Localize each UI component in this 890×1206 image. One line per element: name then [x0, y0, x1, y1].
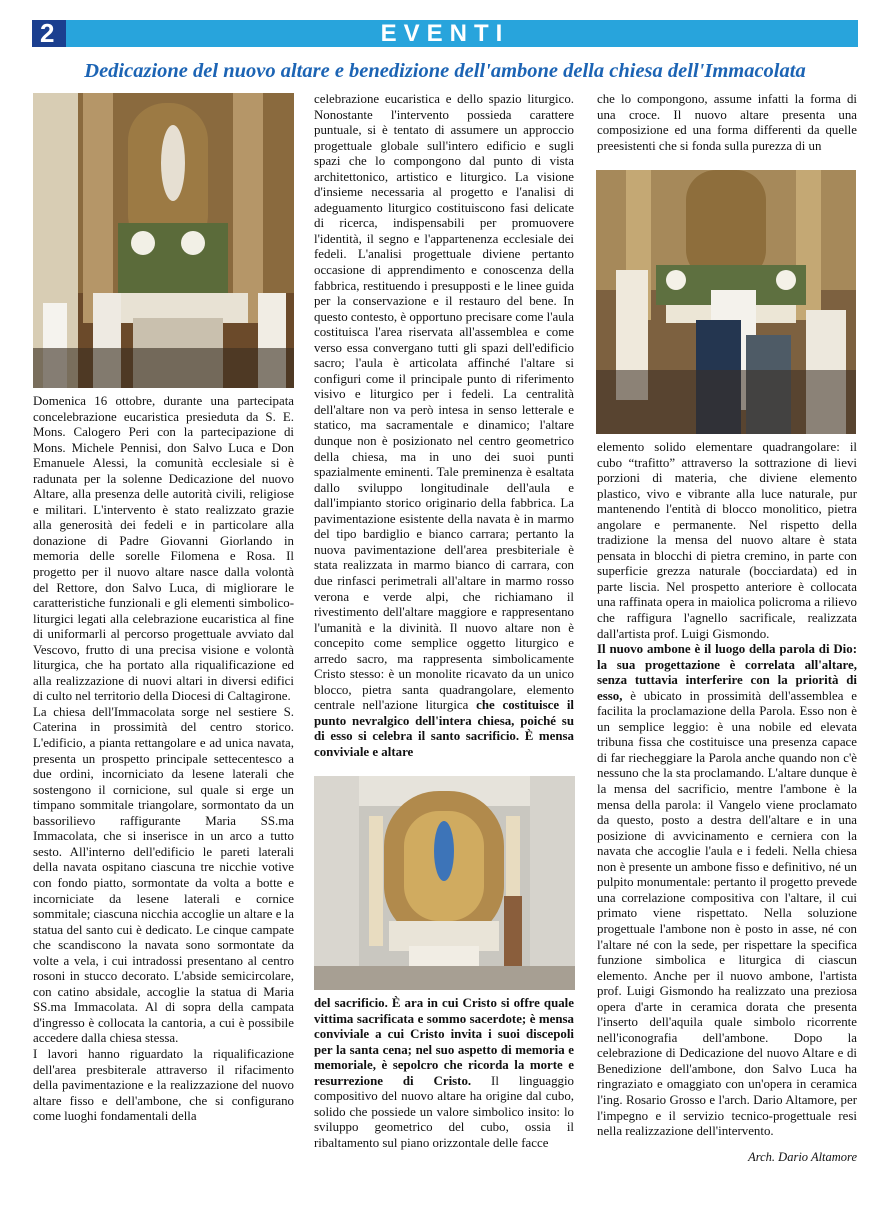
col2-text: celebrazione eucaristica e dello spazio liturgico. Nonostante l'intervento possieda carattere puntuale, si è tentato di assumere un approccio progettuale globale sull'intero edificio e sugli spazi che lo compongono dal punto di vista architettonico, artistico e liturgico. La visione d'insieme necessaria al progetto e l'analisi di adeguamento liturgico costituiscono fasi delicate di ricerca, indispensabili per promuovere l'identità, il segno e l'appartenenza ecclesiale dei fedeli. L'analisi progettuale diviene pertanto occasione di apprendimento e conoscenza della fabbrica, restituendo i presupposti e le linee guida per la conservazione e il restauro del bene. In questo contesto, è opportuno precisare come l'aula costituisca l'area riservata all'assemblea e come verso essa convergano tutti gli spazi dell'edificio sacro; l'aula è articolata affinché l'altare si configuri come il principale punto di riferimento visivo e liturgico per i fedeli. La centralità dell'altare non va però intesa in senso letterale e statico, ma sacramentale e dinamico; l'altare dunque non è posizionato nel centro geometrico della chiesa, ma in uno dei suoi punti spazialmente eminenti. Tale preminenza è esaltata dallo sviluppo longitudinale dell'aula e dall'impianto storico originario della fabbrica. La pavimentazione esistente della navata è in marmo del tipo bardiglio e bianco carrara; pertanto la nuova pavimentazione dell'area presbiteriale è stata realizzata in marmo bianco di carrara, con due rinfasci perimetrali all'altare in marmo rosso verona e verde alpi, che richiamano il rivestimento dell'altare maggiore e rappresentano l'umanità e la divinità. Il nuovo altare non è concepito come semplice oggetto liturgico e arredo sacro, ma rappresenta simbolicamente Cristo stesso: è un monolite ricavato da un unico blocco, pietra santa quadrangolare, elemento centrale nell'azione liturgica: [314, 92, 574, 713]
col2-bold-text: che costituisce il punto nevralgico dell'intera chiesa, poiché su di esso si celebra il santo sacrificio. È mensa conviviale e altare: [314, 698, 575, 759]
col3-top-text: che lo compongono, assume infatti la forma di una croce. Il nuovo altare presenta una composizione ed una forma differenti da quelle preesistenti che si fonda sulla purezza di un: [597, 92, 857, 153]
col3-text: è ubicato in prossimità dell'assemblea e facilita la proclamazione della Parola. Esso non è un semplice leggio: è una nobile ed elevata tribuna fissa che costituisce una presenza capace di far riecheggiare la Parola anche quando non c'è nessuno che la sta proclamando. L'altare dunque è la mensa del sacrificio, mentre l'ambone è la mensa della parola: il Vangelo viene proclamato da questo, posto a destra dell'altare e in una posizione di avvicinamento e cerniera con la navata che accoglie l'aula e i fedeli. Nella chiesa non è presente un ambone fisso e definitivo, né un pulpito monumentale: pertanto il progetto prevede una correlazione compositiva con l'altare, il cui primato viene rispettato. Nella soluzione progettuale l'ambone non è posto in asse, né con l'altare né con la sede, per rispettare la specifica funzione simbolica e liturgica di ciascun elemento. Anche per il nuovo ambone, l'artista prof. Luigi Gismondo ha realizzato una preziosa opera d'arte in ceramica dorata che presenta l'inserto dell'aquila quale simbolo ricorrente nell'iconografia dell'ambone. Dopo la celebrazione di Dedicazione del nuovo Altare e di Benedizione dell'ambone, don Salvo Luca ha ringraziato e omaggiato con un'opera in ceramica l'ing. Rosario Grosso e l'arch. Dario Altamore, per l'impegno e il servizio tecnico-progettuale resi nella realizzazione dell'intervento.: [597, 688, 857, 1139]
column-3: [597, 92, 857, 154]
col3-paragraph-1: elemento solido elementare quadrangolare: il cubo “trafitto” attraverso la sottrazione di lievi porzioni di materia, che diviene elemento plastico, vivo e vibrante alla luce naturale, pur mantenendo l'entità di blocco monolitico, pietra angolare e permanente. Nel rispetto della tradizione la mensa del nuovo altare è stata pensata in blocchi di pietra cremino, in parte con superficie grezza naturale (bocciardata) ed in parte liscia. Nel prospetto anteriore è collocata una raffinata opera in maiolica policroma a rilievo che raffigura l'agnello sacrificale, realizzata dall'artista prof. Luigi Gismondo.: [597, 440, 857, 641]
col1-paragraph-1: Domenica 16 ottobre, durante una partecipata concelebrazione eucaristica presieduta da S. E. Mons. Calogero Peri con la partecipazione di Mons. Michele Pennisi, don Salvo Luca e Don Emanuele Alessi, la comunità ecclesiale si è radunata per la solenne Dedicazione del nuovo Altare, alla presenza delle autorità civili, religiose e militari. L'intervento è stato realizzato grazie alla generosità dei fedeli e in particolare alla donazione di Padre Giovanni Giorlando in memoria delle sorelle Filomena e Rosa. Il progetto per il nuovo altare nasce dalla volontà del Rettore, don Salvo Luca, di migliorare le caratteristiche funzionali e gli elementi simbolico-liturgici legati alla celebrazione eucaristica al fine di uniformarli al percorso progettuale avviato dal Vescovo, frutto di una precisa visione e volontà liturgica, che ha portato alla riqualificazione ed alla realizzazione di nuovi altari in diversi edifici di culto nel territorio della Diocesi di Caltagirone.: [33, 394, 294, 704]
col1-paragraph-2: La chiesa dell'Immacolata sorge nel sestiere S. Caterina in prossimità del centro storico. L'edificio, a pianta rettangolare e ad unica navata, presenta un prospetto principale settecentesco a due ordini, incorniciato da lesene laterali che sostengono il cornicione, sul quale si erge un timpano sommitale triangolare, sormontato da un bassorilievo raffigurante Maria SS.ma Immacolata, che si inserisce in un arco a tutto sesto. All'interno dell'edificio le pareti laterali della navata ospitano ciascuna tre nicchie votive con fondo piatto, sormontate da volta a botte e incorniciate da lesene laterali e cornice sommitale; ciascuna nicchia accoglie un altare e la statua del santo cui è dedicato. Le cinque campate che scandiscono la navata sono sormontate da volte a vela, i cui intradossi presentano al centro rosoni in stucco decorato. L'abside semicircolare, con catino absidale, accoglie la statua di Maria SS.ma Immacolata. Al di sopra della campata d'ingresso è collocata la cantoria, a cui è possibile accedere dalla chiesa stessa.: [33, 704, 294, 1046]
col2b-bold-text: del sacrificio. È ara in cui Cristo si offre quale vittima sacrificata e sommo sacerdote; è mensa conviviale a cui Cristo invita i suoi discepoli per la santa cena; nel suo aspetto di memoria e memoriale, è sepolcro che ricorda la morte e resurrezione di Cristo.: [314, 996, 574, 1088]
photo-blessing: [596, 170, 856, 434]
col2b-text: Il linguaggio compositivo del nuovo altare ha origine dal cubo, solido che possiede un valore simbolico insito: lo sviluppo geometrico del cubo, ossia il ribaltamento sul piano orizzontale delle facce: [314, 1073, 574, 1150]
col2b-paragraph: [314, 996, 574, 1151]
column-2-continued: [314, 996, 574, 1151]
col2-paragraph: [314, 92, 574, 761]
section-title: EVENTI: [380, 20, 510, 47]
col1-paragraph-3: I lavori hanno riguardato la riqualificazione dell'area presbiterale attraverso il rifacimento della pavimentazione e la realizzazione del nuovo altare fisso e dell'ambone, che si configurano come luoghi fondamentali della: [33, 1046, 294, 1124]
photo-church-interior: [314, 776, 575, 990]
column-3-continued: [597, 440, 857, 1140]
column-1: [33, 394, 294, 1125]
col3-bold-text: Il nuovo ambone è il luogo della parola di Dio: la sua progettazione è correlata all'altare, senza tuttavia interferire con la priorità di esso,: [597, 642, 857, 703]
author-signature: Arch. Dario Altamore: [748, 1150, 857, 1164]
col3-paragraph-2: [597, 642, 857, 1140]
page-number: 2: [40, 18, 55, 48]
column-2: [314, 92, 574, 761]
section-banner: [32, 20, 858, 47]
article-headline: Dedicazione del nuovo altare e benedizione dell'ambone della chiesa dell'Immacolata: [84, 60, 806, 82]
photo-concelebration: [33, 93, 294, 388]
